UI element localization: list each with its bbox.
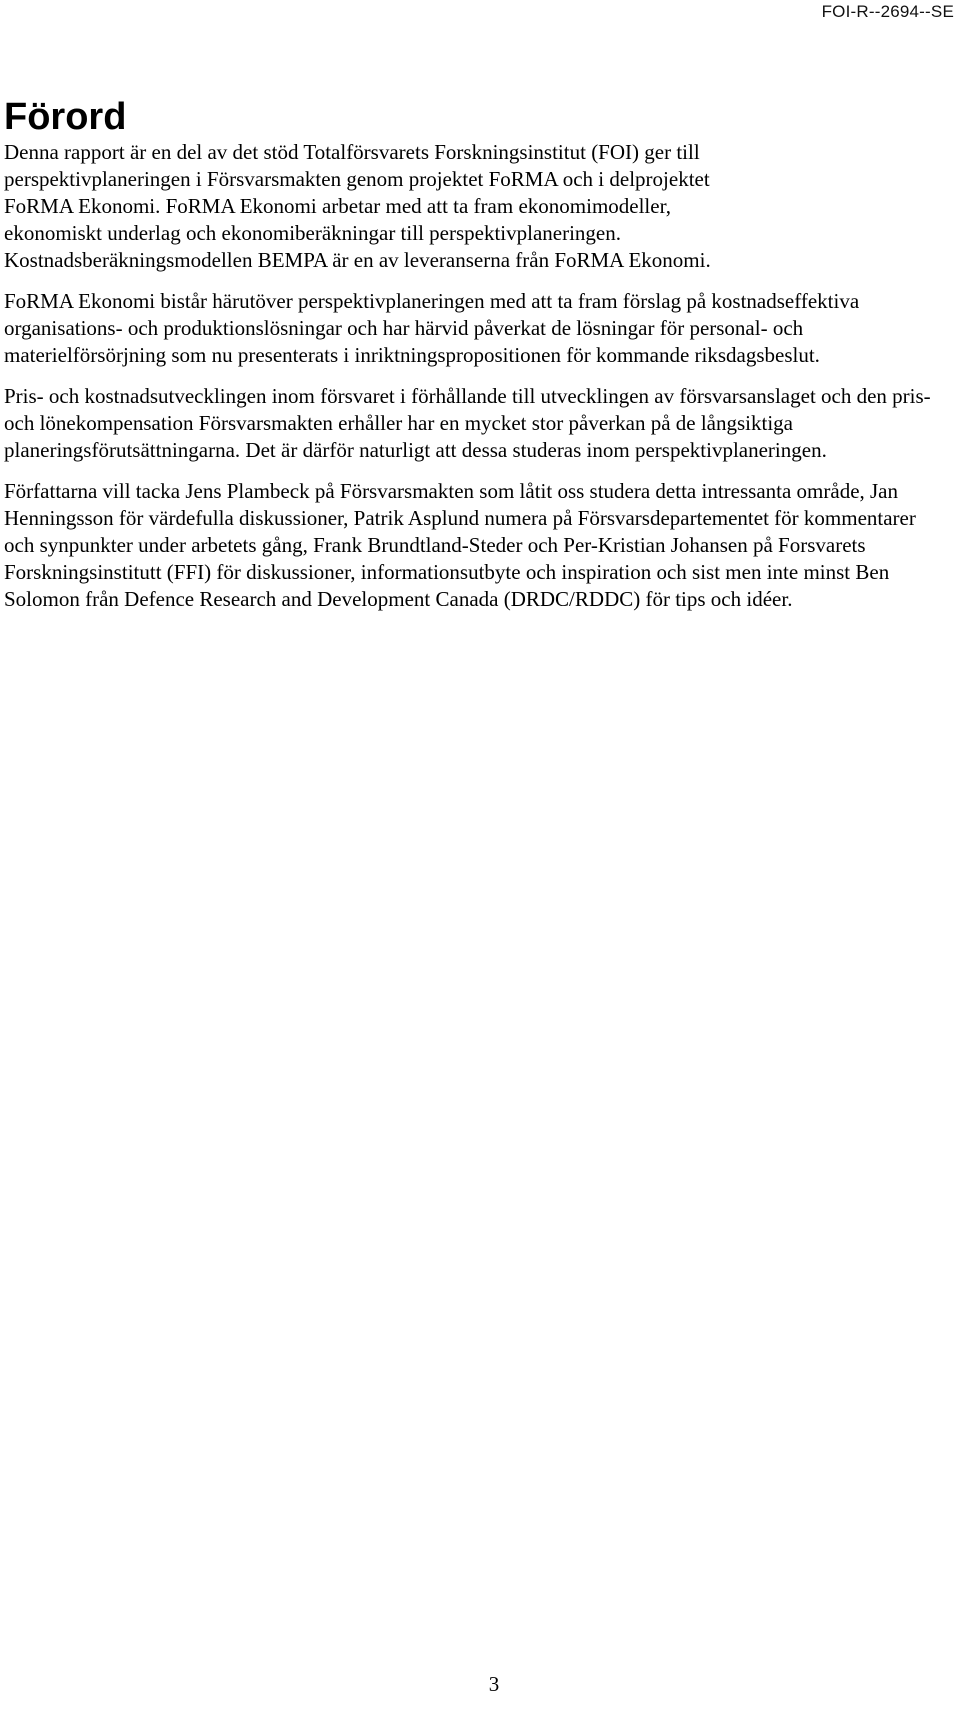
paragraph-1: Denna rapport är en del av det stöd Totalförsvarets Forskningsinstitut (FOI) ger till perspektivplaneringen i Försvarsmakten genom projektet FoRMA och i delprojektet FoRMA Ekonomi. FoRMA Ekonomi arbetar med att ta fram ekonomimodeller, ekonomiskt underlag och ekonomiberäkningar till perspektivplaneringen. Kostnadsberäkningsmodellen BEMPA är en av leveranserna från FoRMA Ekonomi. [4, 140, 711, 272]
paragraph-2: FoRMA Ekonomi bistår härutöver perspektivplaneringen med att ta fram förslag på kostnadseffektiva organisations- och produktionslösningar och har härvid påverkat de lösningar för personal- och materielförsörjning som nu presenterats i inriktningspropositionen för kommande riksdagsbeslut. [4, 289, 860, 367]
paragraph-3: Pris- och kostnadsutvecklingen inom försvaret i förhållande till utvecklingen av försvarsanslaget och den pris- och lönekompensation Försvarsmakten erhåller har en mycket stor påverkan på de långsiktiga planeringsförutsättningarna. Det är därför naturligt att dessa studeras inom perspektivplaneringen. [4, 384, 931, 462]
report-id: FOI-R--2694--SE [821, 2, 954, 21]
section-title: Förord [4, 96, 127, 138]
paragraph-4: Författarna vill tacka Jens Plambeck på Försvarsmakten som låtit oss studera detta intressanta område, Jan Henningsson för värdefulla diskussioner, Patrik Asplund numera på Försvarsdepartementet för kommentarer och synpunkter under arbetets gång, Frank Brundtland-Steder och Per-Kristian Johansen på Forsvarets Forskningsinstitutt (FFI) för diskussioner, informationsutbyte och inspiration och sist men inte minst Ben Solomon från Defence Research and Development Canada (DRDC/RDDC) för tips och idéer. [4, 479, 916, 611]
preface-section [4, 95, 950, 627]
page-number: 3 [488, 1672, 500, 1696]
